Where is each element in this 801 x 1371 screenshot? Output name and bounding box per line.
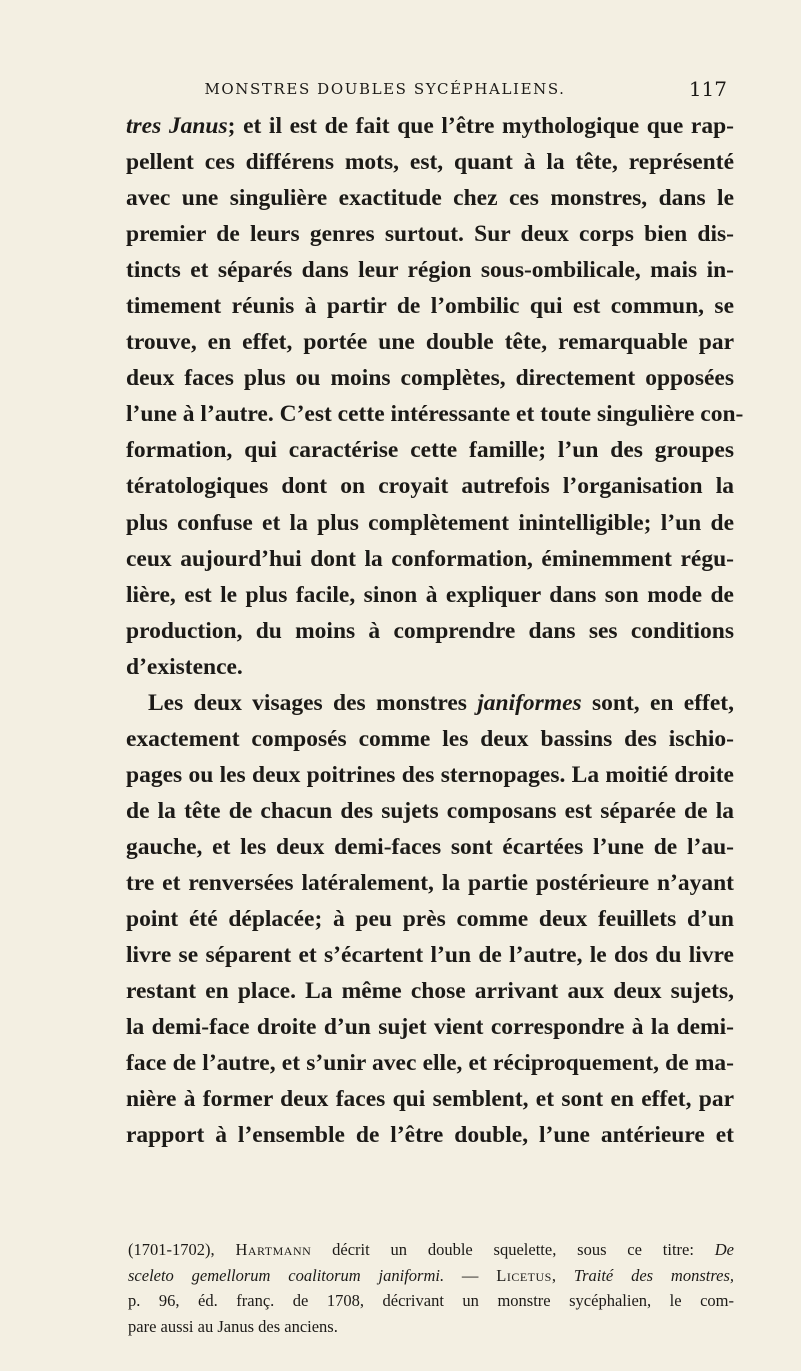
italic-title: De — [714, 1240, 734, 1259]
text-line — [126, 757, 734, 793]
text-run: de la tête de chacun des sujets composans est séparée de la — [126, 797, 734, 824]
text-line — [126, 432, 734, 468]
footnote — [128, 1237, 734, 1339]
text-line — [126, 180, 734, 216]
text-line — [126, 901, 734, 937]
text-run: p. 96, éd. franç. de 1708, décrivant un monstre sycéphalien, le com- — [128, 1291, 734, 1310]
text-run: tre et renversées latéralement, la partie postérieure n’ayant — [126, 869, 734, 896]
text-line — [126, 252, 734, 288]
text-line — [126, 973, 734, 1009]
footnote-line — [128, 1314, 734, 1340]
body-text — [126, 108, 744, 1153]
text-line — [126, 721, 734, 757]
text-line — [126, 144, 734, 180]
text-line — [126, 1081, 734, 1117]
text-run: tératologiques dont on croyait autrefois l’organisation la — [126, 473, 734, 500]
text-line — [126, 1045, 734, 1081]
text-line — [126, 577, 734, 613]
text-line — [126, 396, 744, 432]
text-line — [126, 829, 734, 865]
text-run: exactement composés comme les deux bassins des ischio- — [126, 725, 734, 752]
text-line — [126, 793, 734, 829]
text-run: ; et il est de fait que l’être mythologique que rap- — [227, 113, 734, 139]
text-run: plus confuse et la plus complètement inintelligible; l’un de — [126, 509, 734, 536]
text-line — [126, 937, 734, 973]
text-run: d’existence. — [126, 653, 243, 680]
text-line — [126, 468, 734, 504]
text-run: l’une à l’autre. C’est cette intéressante et toute singulière con- — [126, 401, 744, 428]
text-run: production, du moins à comprendre dans ses conditions — [126, 617, 734, 644]
text-run: gauche, et les deux demi-faces sont écartées l’une de l’au- — [126, 833, 734, 860]
italic-title: Traité des monstres, — [573, 1265, 735, 1285]
running-title: MONSTRES DOUBLES SYCÉPHALIENS. — [204, 80, 566, 98]
italic-text: janiformes — [477, 689, 582, 716]
text-line — [126, 288, 734, 324]
italic-text: tres Janus — [126, 113, 228, 139]
text-run: tincts et séparés dans leur région sous-ombilicale, mais in- — [126, 257, 734, 284]
text-run: pellent ces différens mots, est, quant à la tête, représenté — [126, 149, 734, 176]
text-run: avec une singulière exactitude chez ces monstres, dans le — [126, 185, 734, 212]
author-name: Hartmann — [235, 1240, 312, 1259]
text-run: ceux aujourd’hui dont la conformation, éminemment régu- — [126, 545, 734, 572]
text-run: — — [444, 1265, 497, 1285]
text-run: trouve, en effet, portée une double tête, remarquable par — [126, 329, 734, 356]
text-run: Les deux visages des monstres — [148, 689, 478, 716]
text-run: la demi-face droite d’un sujet vient correspondre à la demi- — [126, 1014, 734, 1041]
text-line — [126, 541, 734, 577]
text-run: formation, qui caractérise cette famille; l’un des groupes — [126, 437, 734, 464]
text-line — [126, 613, 734, 649]
text-run: rapport à l’ensemble de l’être double, l’une antérieure et — [126, 1122, 734, 1149]
text-run: sont, en effet, — [581, 689, 734, 716]
text-run: , — [551, 1265, 574, 1285]
text-run: (1701-1702), — [128, 1240, 236, 1259]
text-run: pare aussi au Janus des anciens. — [128, 1316, 338, 1336]
text-run: pages ou les deux poitrines des sternopages. La moitié droite — [126, 761, 734, 788]
text-line — [126, 1009, 734, 1045]
author-name: Licetus — [496, 1265, 552, 1285]
footnote-line — [128, 1288, 734, 1314]
text-run: timement réunis à partir de l’ombilic qui est commun, se — [126, 293, 734, 320]
text-run: premier de leurs genres surtout. Sur deux corps bien dis- — [126, 221, 734, 248]
text-line — [126, 649, 734, 685]
running-head — [0, 77, 801, 106]
text-line — [126, 685, 734, 721]
footnote-line — [128, 1263, 734, 1289]
text-line — [126, 108, 734, 144]
page-number: 117 — [688, 77, 727, 101]
text-line — [126, 1117, 734, 1153]
italic-title: sceleto gemellorum coalitorum janiformi. — [128, 1265, 445, 1285]
footnote-line — [128, 1237, 734, 1263]
text-run: point été déplacée; à peu près comme deux feuillets d’un — [126, 906, 734, 933]
text-run: restant en place. La même chose arrivant aux deux sujets, — [126, 978, 734, 1005]
text-run: nière à former deux faces qui semblent, et sont en effet, par — [126, 1086, 734, 1113]
text-run: lière, est le plus facile, sinon à expliquer dans son mode de — [126, 581, 734, 608]
text-line — [126, 216, 734, 252]
text-run: livre se séparent et s’écartent l’un de l’autre, le dos du livre — [126, 942, 734, 969]
text-line — [126, 505, 734, 541]
text-line — [126, 865, 734, 901]
text-run: face de l’autre, et s’unir avec elle, et réciproquement, de ma- — [126, 1050, 734, 1077]
text-line — [126, 324, 734, 360]
text-run: décrit un double squelette, sous ce titre: — [311, 1240, 715, 1259]
text-run: deux faces plus ou moins complètes, directement opposées — [126, 365, 734, 392]
text-line — [126, 360, 734, 396]
